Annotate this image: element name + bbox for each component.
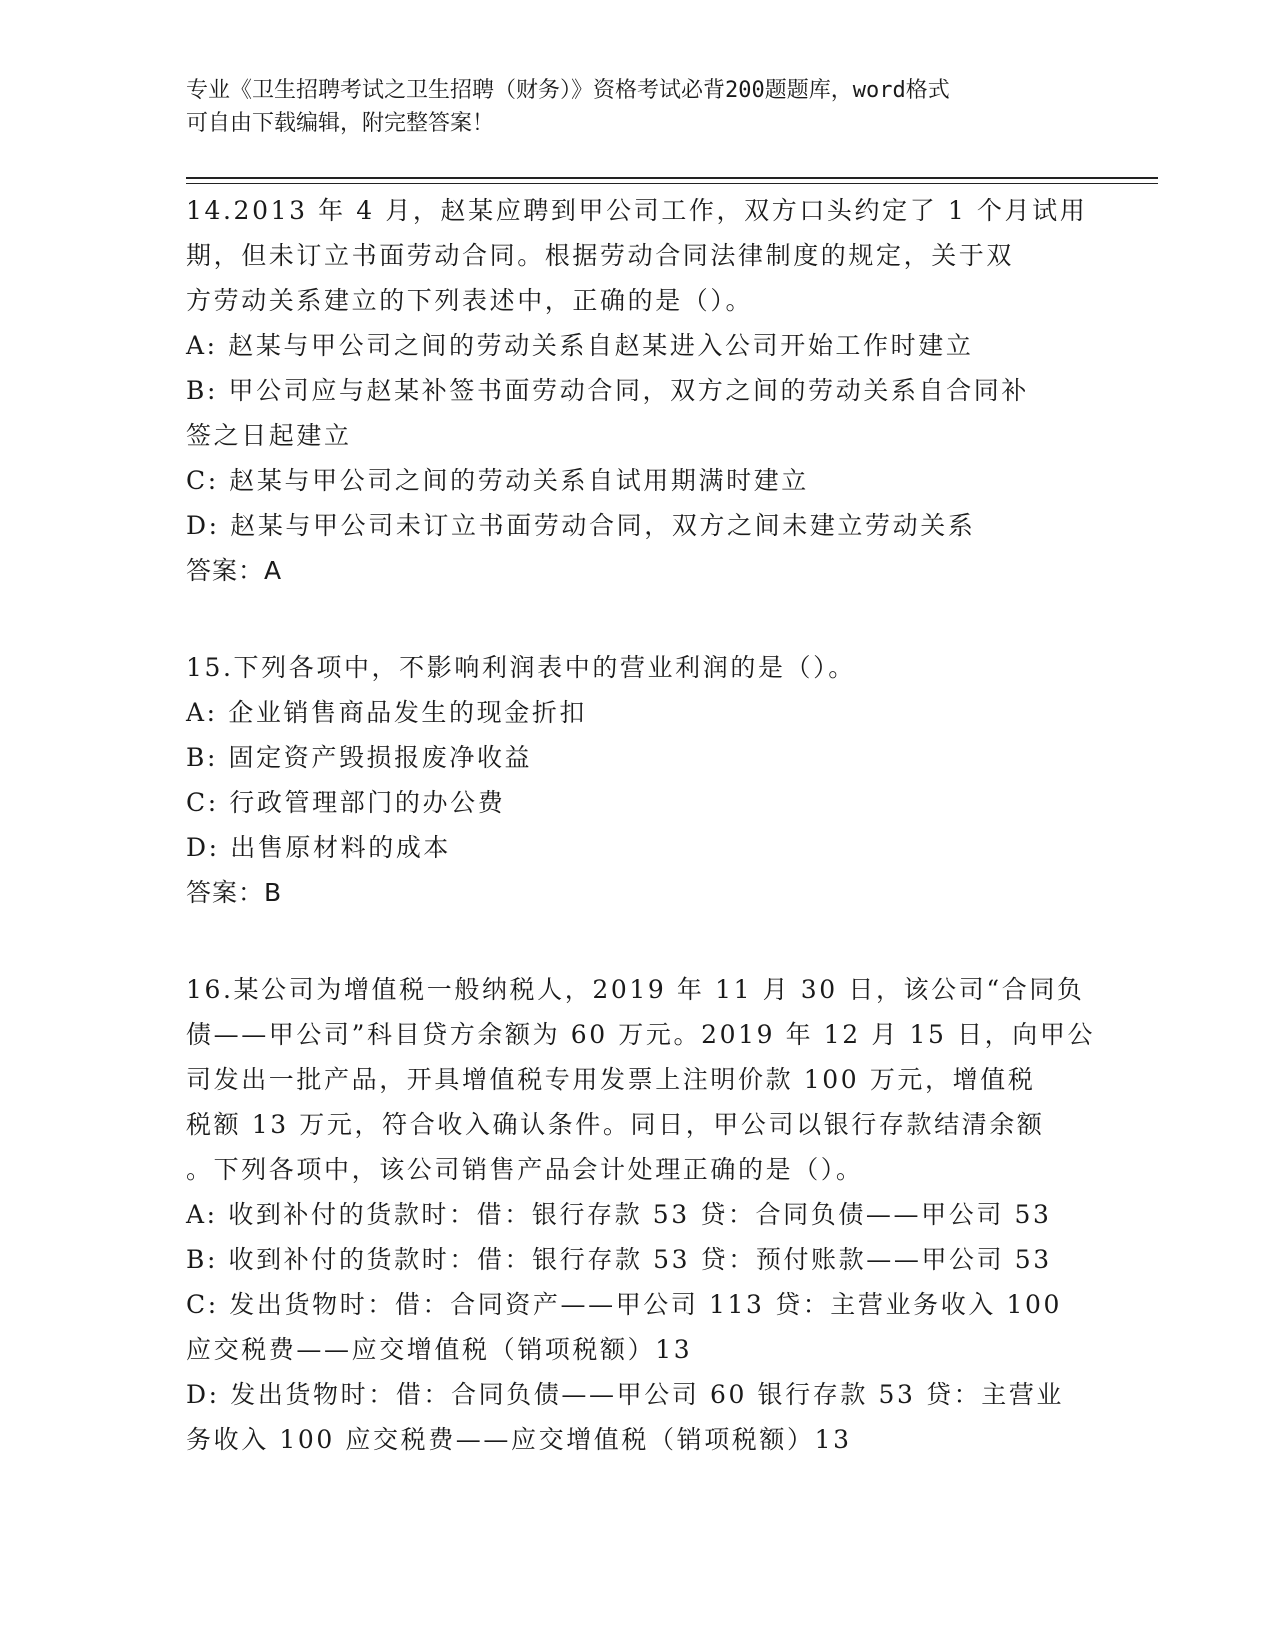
question-16 <box>186 967 1096 1462</box>
option-b <box>186 735 1086 780</box>
question-stem <box>186 188 1086 323</box>
option-line: 务收入 100 应交税费——应交增值税（销项税额）13 <box>186 1425 852 1454</box>
stem-line: 税额 13 万元，符合收入确认条件。同日，甲公司以银行存款结清余额 <box>186 1110 1045 1139</box>
option-d <box>186 825 1086 870</box>
option-d <box>186 503 1086 548</box>
option-a <box>186 323 1086 368</box>
option-line: 应交税费——应交增值税（销项税额）13 <box>186 1335 693 1364</box>
option-b <box>186 1237 1086 1282</box>
option-b <box>186 368 1086 458</box>
answer-label: 答案：A <box>186 556 283 585</box>
stem-line: 方劳动关系建立的下列表述中，正确的是（）。 <box>186 286 754 315</box>
option-line: A: 收到补付的货款时：借：银行存款 53 贷：合同负债——甲公司 53 <box>186 1200 1052 1229</box>
stem-line: 15.下列各项中，不影响利润表中的营业利润的是（）。 <box>186 653 856 682</box>
answer-label: 答案：B <box>186 878 283 907</box>
header-divider <box>186 177 1158 179</box>
option-line: C: 发出货物时：借：合同资产——甲公司 113 贷：主营业务收入 100 <box>186 1290 1062 1319</box>
document-header <box>186 74 1066 140</box>
option-c <box>186 1282 1086 1372</box>
option-line: B: 甲公司应与赵某补签书面劳动合同，双方之间的劳动关系自合同补 <box>186 376 1029 405</box>
option-line: A: 赵某与甲公司之间的劳动关系自赵某进入公司开始工作时建立 <box>186 331 974 360</box>
stem-line: 16.某公司为增值税一般纳税人，2019 年 11 月 30 日，该公司“合同负 <box>186 975 1085 1004</box>
stem-line: 债——甲公司”科目贷方余额为 60 万元。2019 年 12 月 15 日，向甲公 <box>186 1020 1096 1049</box>
question-14 <box>186 188 1086 593</box>
header-line-2: 可自由下载编辑，附完整答案！ <box>186 111 495 136</box>
header-line-1: 专业《卫生招聘考试之卫生招聘（财务）》资格考试必背200题题库，word格式 <box>186 78 950 103</box>
option-a <box>186 690 1086 735</box>
option-line: A: 企业销售商品发生的现金折扣 <box>186 698 588 727</box>
option-d <box>186 1372 1086 1462</box>
option-c <box>186 780 1086 825</box>
option-line: D: 赵某与甲公司未订立书面劳动合同，双方之间未建立劳动关系 <box>186 511 976 540</box>
option-line: 签之日起建立 <box>186 421 352 450</box>
question-15 <box>186 645 1086 915</box>
stem-line: 14.2013 年 4 月，赵某应聘到甲公司工作，双方口头约定了 1 个月试用 <box>186 196 1088 225</box>
stem-line: 司发出一批产品，开具增值税专用发票上注明价款 100 万元，增值税 <box>186 1065 1036 1094</box>
option-c <box>186 458 1086 503</box>
option-line: B: 收到补付的货款时：借：银行存款 53 贷：预付账款——甲公司 53 <box>186 1245 1052 1274</box>
stem-line: 。下列各项中，该公司销售产品会计处理正确的是（）。 <box>186 1155 864 1184</box>
question-stem <box>186 967 1096 1192</box>
question-list <box>186 188 1096 1514</box>
option-line: D: 出售原材料的成本 <box>186 833 452 862</box>
option-line: C: 赵某与甲公司之间的劳动关系自试用期满时建立 <box>186 466 809 495</box>
stem-line: 期，但未订立书面劳动合同。根据劳动合同法律制度的规定，关于双 <box>186 241 1015 270</box>
option-a <box>186 1192 1086 1237</box>
option-line: C: 行政管理部门的办公费 <box>186 788 506 817</box>
question-stem <box>186 645 1086 690</box>
header-divider-thin <box>186 183 1158 184</box>
option-line: D: 发出货物时：借：合同负债——甲公司 60 银行存款 53 贷：主营业 <box>186 1380 1065 1409</box>
option-line: B: 固定资产毁损报废净收益 <box>186 743 533 772</box>
